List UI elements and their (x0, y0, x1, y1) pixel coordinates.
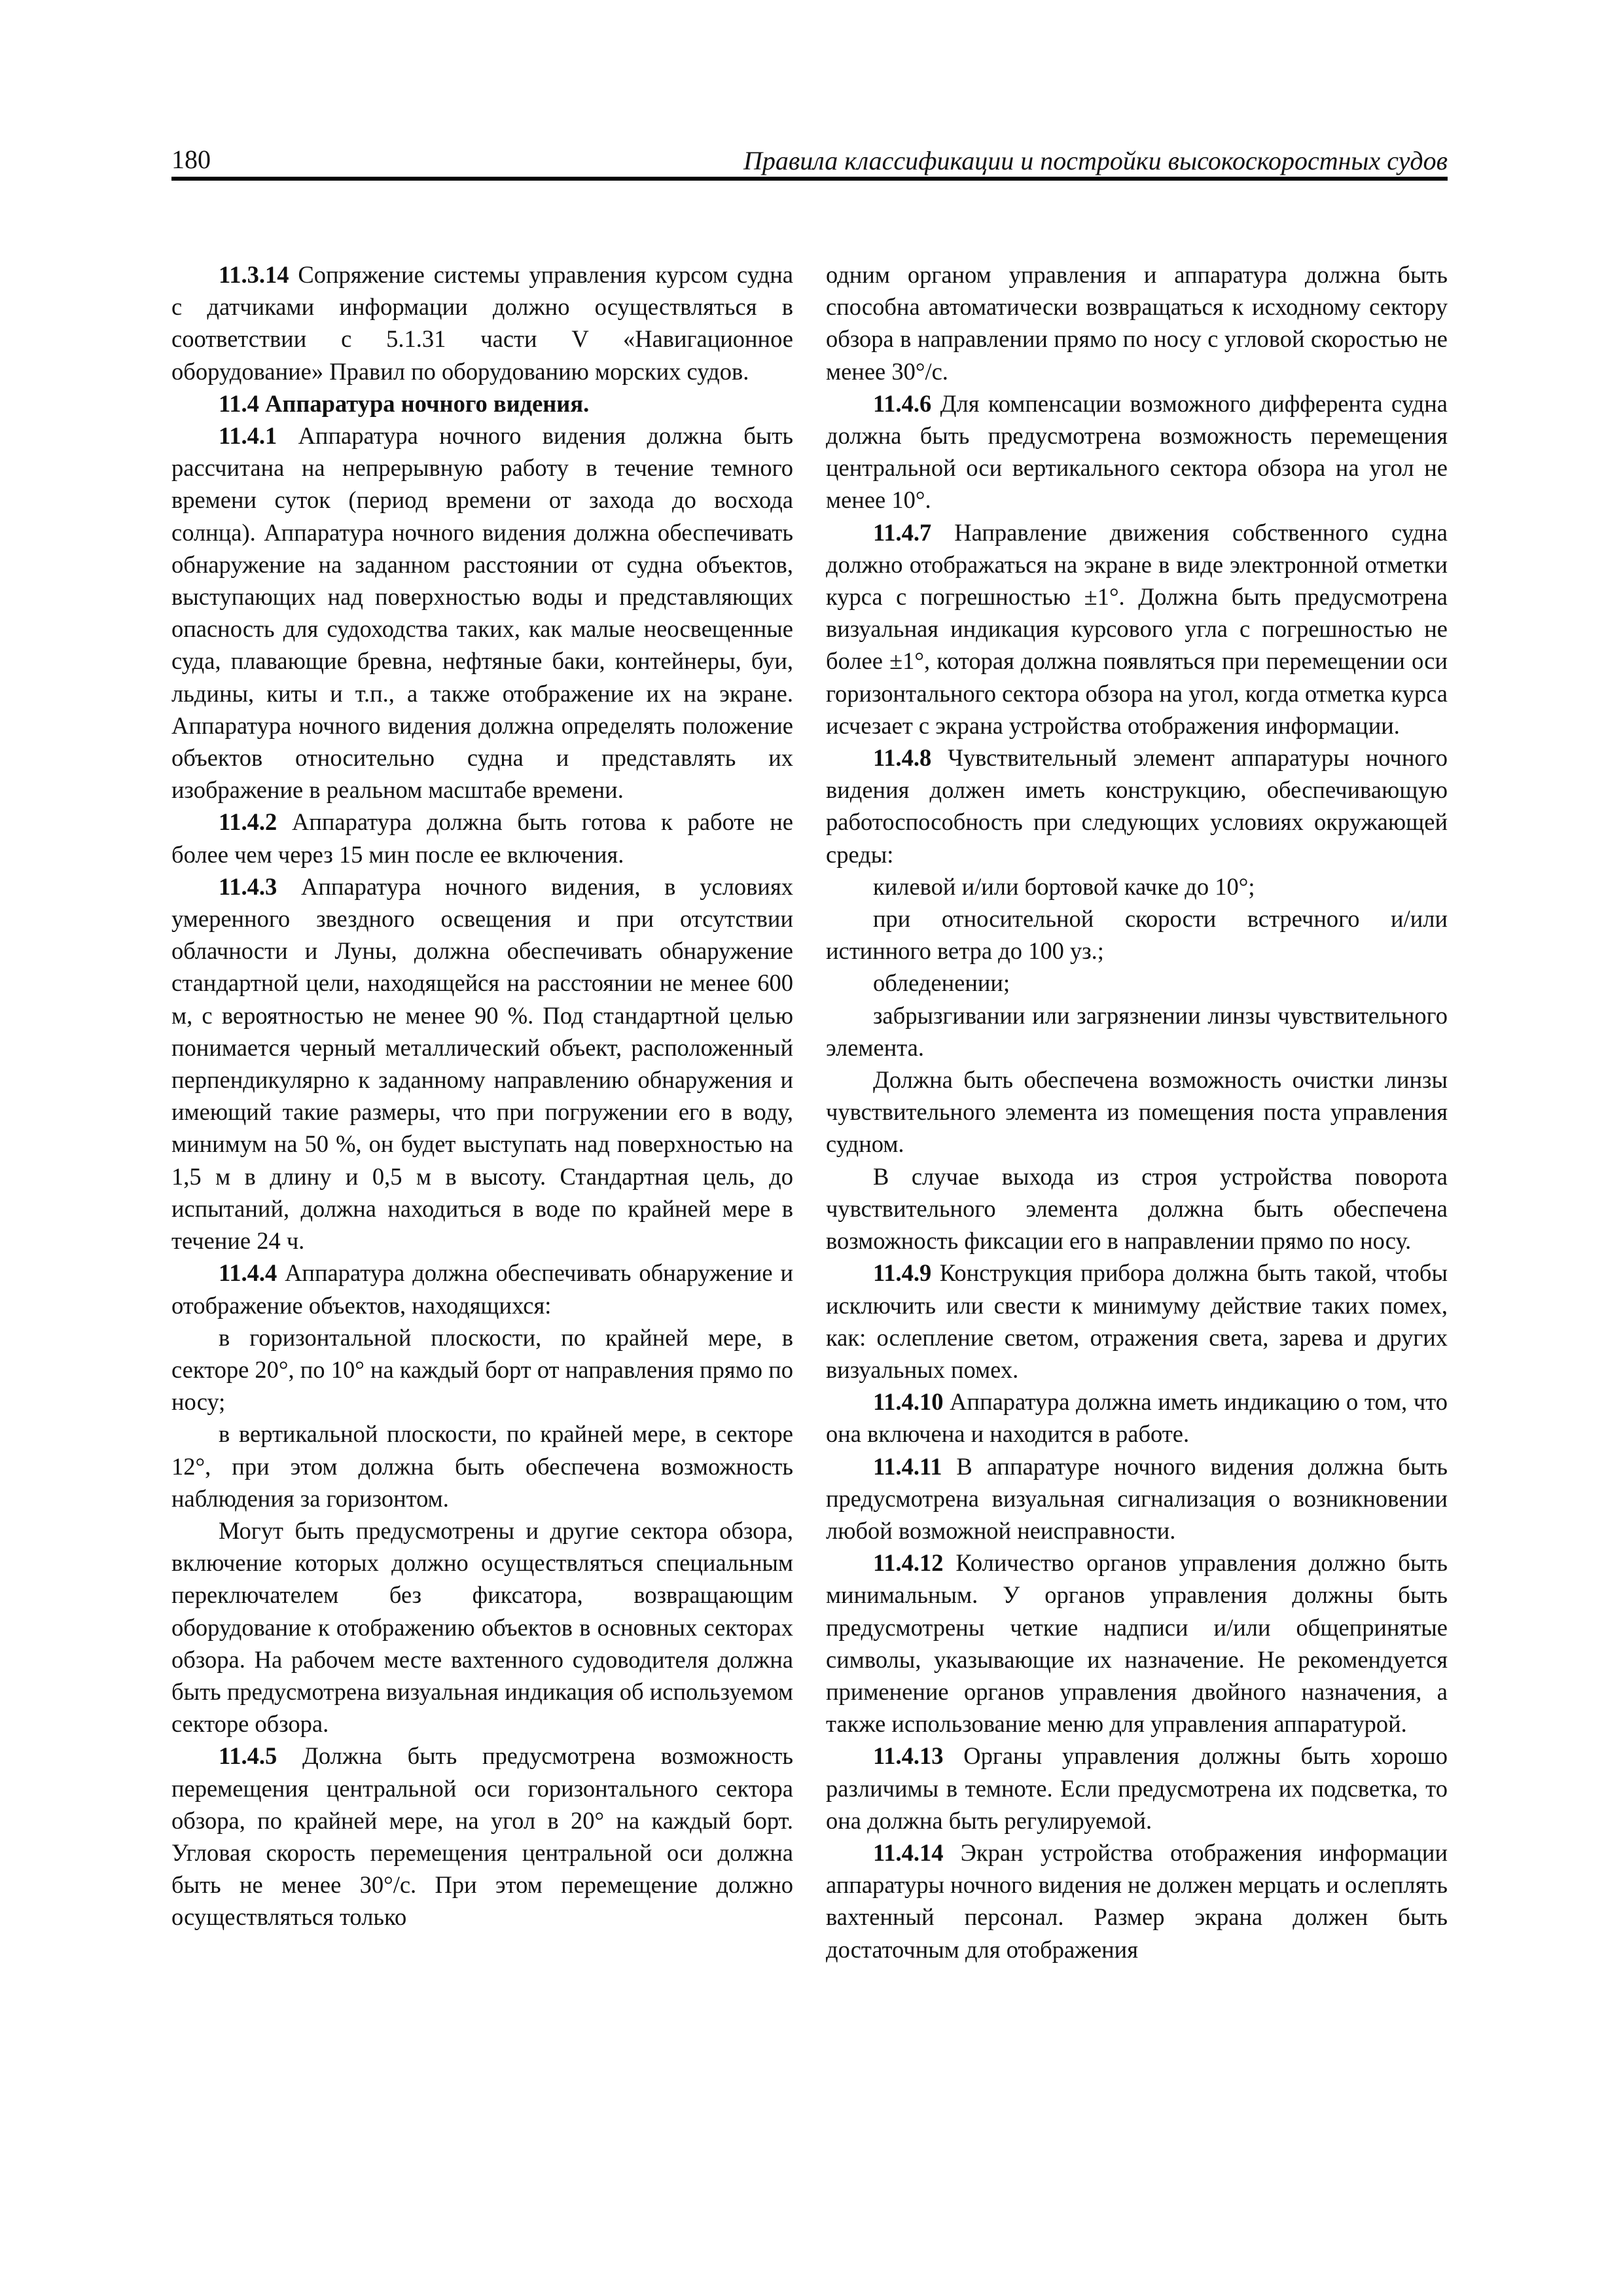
paragraph-lens-cleaning: Должна быть обеспечена возможность очистки линзы чувствительного элемента из помещения поста управления судном. (826, 1066, 1448, 1158)
list-item-icing: обледенении; (873, 969, 1010, 997)
page-number: 180 (171, 145, 211, 174)
list-item-spray: забрызгивании или загрязнении линзы чувствительного элемента. (826, 1001, 1448, 1061)
paragraph-11-4-12: 11.4.12 Количество органов управления должно быть минимальным. У органов управления должны быть предусмотрены четкие надписи и/или общепринятые символы, указывающие их назначение. Не рекомендуется применение органов управления двойного назначения, а также использование меню для управления аппаратурой. (826, 1549, 1448, 1738)
paragraph-11-4-7: 11.4.7 Направление движения собственного судна должно отображаться на экране в виде электронной отметки курса с погрешностью ±1°. Должна быть предусмотрена визуальная индикация курсового угла с погрешностью не более ±1°, которая должна появляться при перемещении оси горизонтального сектора обзора на угол, когда отметка курса исчезает с экрана устройства отображения информации. (826, 518, 1448, 739)
paragraph-11-4-4: 11.4.4 Аппаратура должна обеспечивать обнаружение и отображение объектов, находящихся: (171, 1259, 793, 1319)
left-column (171, 259, 793, 1933)
paragraph-11-4-5-continued: одним органом управления и аппаратура должна быть способна автоматически возвращаться к исходному сектору обзора в направлении прямо по носу с угловой скоростью не менее 30°/с. (826, 261, 1448, 385)
paragraph-11-4-3: 11.4.3 Аппаратура ночного видения, в условиях умеренного звездного освещения и при отсутствии облачности и Луны, должна обеспечивать обнаружение стандартной цели, находящейся на расстоянии не менее 600 м, с вероятностью не менее 90 %. Под стандартной целью понимается черный металлический объект, расположенный перпендикулярно к заданному направлению обнаружения и имеющий такие размеры, что при погружении его в воду, минимум на 50 %, он будет выступать над поверхностью на 1,5 м в длину и 0,5 м в высоту. Стандартная цель, до испытаний, должна находиться в воде по крайней мере в течение 24 ч. (171, 872, 793, 1255)
paragraph-11-4-14: 11.4.14 Экран устройства отображения информации аппаратуры ночного видения не должен мерцать и ослеплять вахтенный персонал. Размер экрана должен быть достаточным для отображения (826, 1839, 1448, 1963)
paragraph-rotation-failure: В случае выхода из строя устройства поворота чувствительного элемента должна быть обеспечена возможность фиксации его в направлении прямо по носу. (826, 1162, 1448, 1255)
paragraph-11-3-14: 11.3.14 Сопряжение системы управления курсом судна с датчиками информации должно осуществляться в соответствии с 5.1.31 части V «Навигационное оборудование» Правил по оборудованию морских судов. (171, 261, 793, 385)
right-column (826, 259, 1448, 1965)
paragraph-11-4-13: 11.4.13 Органы управления должны быть хорошо различимы в темноте. Если предусмотрена их подсветка, то она должна быть регулируемой. (826, 1742, 1448, 1834)
paragraph-11-4-1: 11.4.1 Аппаратура ночного видения должна быть рассчитана на непрерывную работу в течение темного времени суток (период времени от захода до восхода солнца). Аппаратура ночного видения должна обеспечивать обнаружение на заданном расстоянии от судна объектов, выступающих над поверхностью воды и представляющих опасность для судоходства таких, как малые неосвещенные суда, плавающие бревна, нефтяные баки, контейнеры, буи, льдины, киты и т.п., а также отображение их на экране. Аппаратура ночного видения должна определять положение объектов относительно судна и представлять их изображение в реальном масштабе времени. (171, 422, 793, 804)
list-item-rolling: килевой и/или бортовой качке до 10°; (873, 872, 1255, 900)
paragraph-11-4-2: 11.4.2 Аппаратура должна быть готова к работе не более чем через 15 мин после ее включения. (171, 808, 793, 868)
paragraph-11-4-9: 11.4.9 Конструкция прибора должна быть такой, чтобы исключить или свести к минимуму действие таких помех, как: ослепление светом, отражения света, зарева и других визуальных помех. (826, 1259, 1448, 1383)
paragraph-11-4-8: 11.4.8 Чувствительный элемент аппаратуры ночного видения должен иметь конструкцию, обеспечивающую работоспособность при следующих условиях окружающей среды: (826, 744, 1448, 868)
paragraph-11-4-5: 11.4.5 Должна быть предусмотрена возможность перемещения центральной оси горизонтального сектора обзора, по крайней мере, на угол в 20° на каждый борт. Угловая скорость перемещения центральной оси должна быть не менее 30°/с. При этом перемещение должно осуществляться только (171, 1742, 793, 1931)
paragraph-other-sectors: Могут быть предусмотрены и другие сектора обзора, включение которых должно осуществляться специальным переключателем без фиксатора, возвращающим оборудование к отображению объектов в основных секторах обзора. На рабочем месте вахтенного судоводителя должна быть предусмотрена визуальная индикация об используемом секторе обзора. (171, 1516, 793, 1738)
list-item-wind: при относительной скорости встречного и/или истинного ветра до 100 уз.; (826, 905, 1448, 965)
header-rule (171, 177, 1448, 181)
section-heading-11-4: 11.4 Аппаратура ночного видения. (219, 389, 590, 417)
list-item-horizontal: в горизонтальной плоскости, по крайней мере, в секторе 20°, по 10° на каждый борт от направления прямо по носу; (171, 1323, 793, 1416)
running-title: Правила классификации и постройки высокоскоростных судов (743, 146, 1448, 175)
paragraph-11-4-11: 11.4.11 В аппаратуре ночного видения должна быть предусмотрена визуальная сигнализация о возникновении любой возможной неисправности. (826, 1452, 1448, 1544)
paragraph-11-4-6: 11.4.6 Для компенсации возможного дифферента судна должна быть предусмотрена возможность перемещения центральной оси вертикального сектора обзора на угол не менее 10°. (826, 389, 1448, 514)
paragraph-11-4-10: 11.4.10 Аппаратура должна иметь индикацию о том, что она включена и находится в работе. (826, 1388, 1448, 1448)
list-item-vertical: в вертикальной плоскости, по крайней мере, в секторе 12°, при этом должна быть обеспечена возможность наблюдения за горизонтом. (171, 1420, 793, 1512)
